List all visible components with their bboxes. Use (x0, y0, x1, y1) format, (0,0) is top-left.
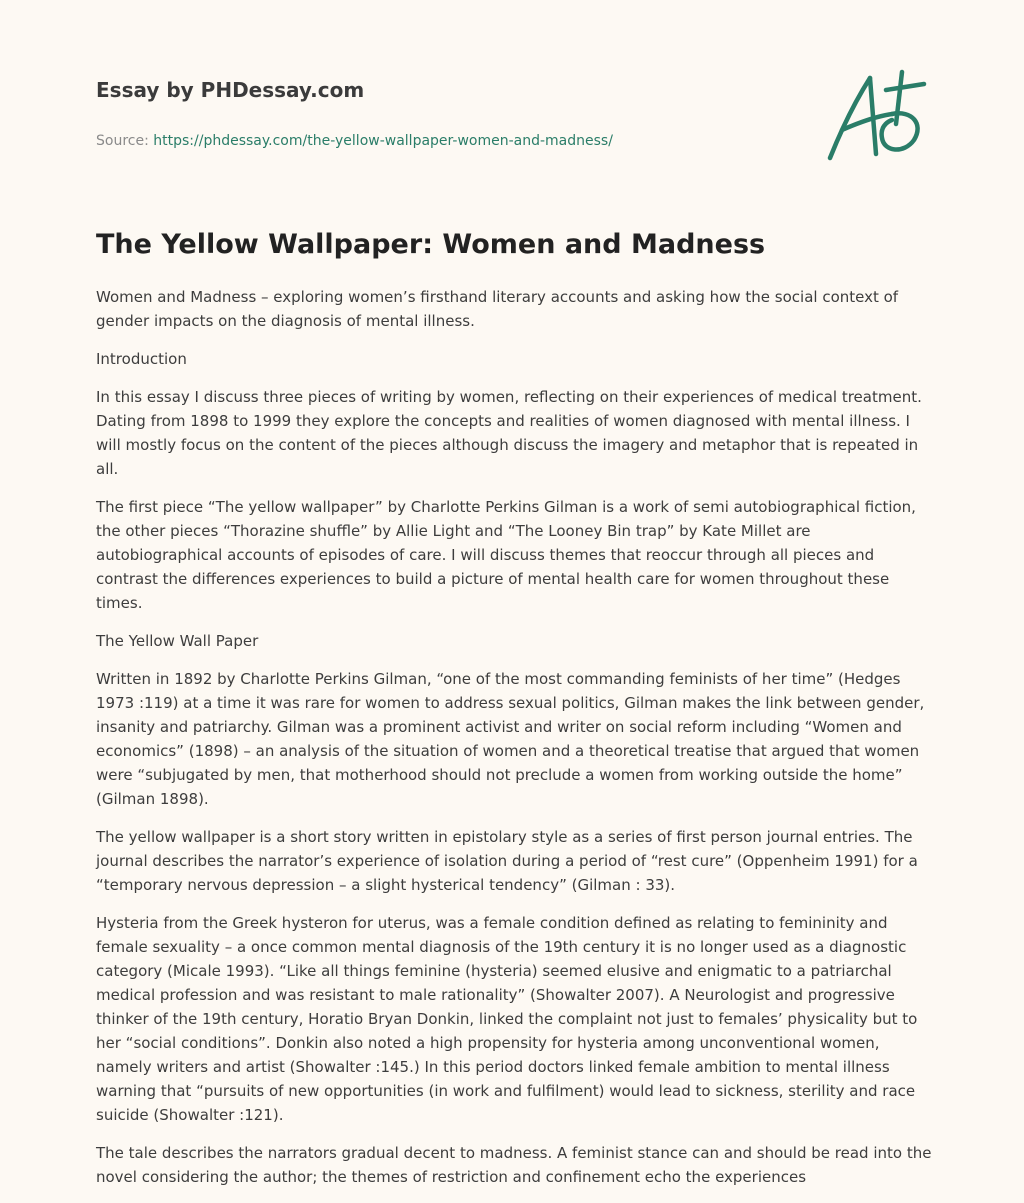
essay-paragraph: The yellow wallpaper is a short story written in epistolary style as a series of first person journal entries. The journal describes the narrator’s experience of isolation during a period of “rest cure” (Oppenheim 1991) for a “temporary nervous depression – a slight hysterical tendency” (Gilman : 33). (96, 828, 918, 894)
page-header (96, 76, 796, 150)
site-title: Essay by PHDessay.com (96, 78, 365, 102)
essay-paragraph: Women and Madness – exploring women’s firsthand literary accounts and asking how the social context of gender impacts on the diagnosis of mental illness. (96, 288, 899, 330)
document-title: The Yellow Wallpaper: Women and Madness (96, 229, 766, 260)
a-plus-grade-icon (820, 66, 930, 166)
source-link[interactable]: https://phdessay.com/the-yellow-wallpaper-women-and-madness/ (153, 133, 613, 149)
essay-paragraph: In this essay I discuss three pieces of writing by women, reflecting on their experiences of medical treatment. Dating from 1898 to 1999 they explore the concepts and realities of women diagnosed with mental illness. I will mostly focus on the content of the pieces although discuss the imagery and metaphor that is repeated in all. (96, 388, 922, 478)
essay-paragraph: The first piece “The yellow wallpaper” by Charlotte Perkins Gilman is a work of semi autobiographical fiction, the other pieces “Thorazine shuffle” by Allie Light and “The Looney Bin trap” by Kate Millet are autobiographical accounts of episodes of care. I will discuss themes that reoccur through all pieces and contrast the differences experiences to build a picture of mental health care for women throughout these times. (96, 498, 916, 612)
section-heading-yellow-wall-paper: The Yellow Wall Paper (96, 632, 259, 650)
essay-paragraph: Hysteria from the Greek hysteron for uterus, was a female condition defined as relating to femininity and female sexuality – a once common mental diagnosis of the 19th century it is no longer used as a diagnostic category (Micale 1993). “Like all things feminine (hysteria) seemed elusive and enigmatic to a patriarchal medical profession and was resistant to male rationality” (Showalter 2007). A Neurologist and progressive thinker of the 19th century, Horatio Bryan Donkin, linked the complaint not just to females’ physicality but to her “social conditions”. Donkin also noted a high propensity for hysteria among unconventional women, namely writers and artist (Showalter :145.) In this period doctors linked female ambition to mental illness warning that “pursuits of new opportunities (in work and fulfilment) would lead to sickness, sterility and race suicide (Showalter :121). (96, 914, 918, 1124)
essay-paragraph: Written in 1892 by Charlotte Perkins Gilman, “one of the most commanding feminists of her time” (Hedges 1973 :119) at a time it was rare for women to address sexual politics, Gilman makes the link between gender, insanity and patriarchy. Gilman was a prominent activist and writer on social reform including “Women and economics” (1898) – an analysis of the situation of women and a theoretical treatise that argued that women were “subjugated by men, that motherhood should not preclude a women from working outside the home” (Gilman 1898). (96, 670, 925, 808)
section-heading-introduction: Introduction (96, 350, 187, 368)
essay-body (96, 285, 934, 1203)
essay-paragraph: The tale describes the narrators gradual decent to madness. A feminist stance can and should be read into the novel considering the author; the themes of restriction and confinement echo the experiences (96, 1144, 932, 1186)
source-label: Source: (96, 133, 149, 149)
source-line (96, 132, 796, 150)
